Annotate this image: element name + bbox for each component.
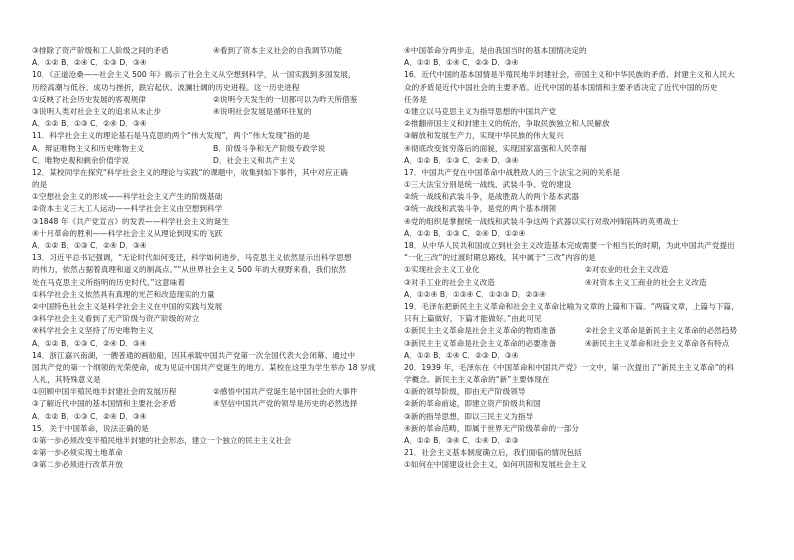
text-line: ①第一步必须改变半殖民地半封建的社会形态，建立一个独立的民主主义社会 bbox=[32, 436, 292, 445]
text-line: 16．近代中国的基本国情是半殖民地半封建社会，帝国主义和中华民族的矛盾、封建主义和人民大 bbox=[404, 70, 735, 80]
text-line: 19．毛泽东把新民主主义革命和社会主义革命比喻为文章的上篇和下篇。“两篇文章，上篇与下篇， bbox=[404, 301, 739, 311]
text-line: ④十月革命的胜利——科学社会主义从理论到现实的飞跃 bbox=[32, 228, 223, 238]
text-line: 处在马克思主义所指明的历史时代。”这意味着 bbox=[32, 277, 186, 287]
text-line: A．①② B．①③ C．②④ D．③④ bbox=[32, 338, 147, 348]
text-line-options bbox=[32, 106, 394, 118]
text-line: ①科学社会主义依然具有真理的光芒和改造现实的力量 bbox=[32, 289, 215, 299]
text-line: 14．浙江嘉兴南湖，一艘普通的画舫船，因其承载中国共产党第一次全国代表大会闭幕、通过中 bbox=[32, 350, 356, 360]
text-line: 只有上篇做好，下篇才能做好。”由此可见 bbox=[404, 314, 542, 324]
text-line: 人礼，其特殊意义是 bbox=[32, 375, 101, 385]
text-line: 众的矛盾是近代中国社会的主要矛盾。近代中国的基本国情和主要矛盾决定了近代中国的历史 bbox=[404, 82, 718, 92]
text-line: ④科学社会主义坚持了历史唯物主义 bbox=[32, 326, 154, 336]
text-line-options bbox=[32, 398, 394, 410]
option-cell: C．唯物史观和剩余价值学说 bbox=[32, 155, 130, 165]
right-column bbox=[404, 45, 766, 472]
text-line: 学概念。新民主主义革命的“新”主要体现在 bbox=[404, 375, 550, 385]
option-cell: ③对手工业的社会主义改造 bbox=[404, 277, 495, 287]
text-line: A．①② B．①④ C．②③ D．③④ bbox=[404, 58, 519, 68]
text-line-options bbox=[404, 264, 766, 276]
text-line: 11．科学社会主义的理论基石是马克思的两个“伟大发现”，两个“伟大发现”指的是 bbox=[32, 131, 310, 141]
text-line: A．①② B．②④ C．①③ D．③④ bbox=[32, 58, 147, 68]
option-cell: A．辩证唯物主义和历史唯物主义 bbox=[32, 143, 145, 153]
option-cell: ④坚信中国共产党的领导是历史的必然选择 bbox=[213, 399, 358, 409]
option-cell: ④说明社会发展是循环往复的 bbox=[213, 106, 312, 116]
option-cell: ①回顾中国半殖民地半封建社会的发展历程 bbox=[32, 387, 177, 397]
text-line: ④党的组织是掌握统一战线和武装斗争这两个武器以实行对敌冲锋陷阵的英勇战士 bbox=[404, 216, 679, 226]
text-line: A．①② B．①③ C．②④ D．③④ bbox=[32, 241, 147, 250]
option-cell: D．社会主义和共产主义 bbox=[213, 155, 296, 165]
text-line-options bbox=[32, 386, 394, 398]
text-line: ④中国革命分两步走，是由我国当时的基本国情决定的 bbox=[404, 46, 587, 55]
text-line: A．①② B．①③ C．②④ D．①②④ bbox=[404, 228, 526, 238]
option-cell: ③说明人类对社会主义的追求从未止步 bbox=[32, 106, 162, 116]
text-line-options bbox=[404, 277, 766, 289]
option-cell: ①新民主主义革命是社会主义革命的物质准备 bbox=[404, 326, 557, 336]
option-cell: ②感悟中国共产党诞生是中国社会的大事件 bbox=[213, 387, 358, 397]
text-line: ③科学社会主义看到了无产阶级与资产阶级的对立 bbox=[32, 314, 200, 324]
text-line: 的伟力，依然占据着真理和道义的制高点。”“从世界社会主义 500 年的大视野来看，我们依然 bbox=[32, 265, 347, 275]
text-line: ③第二步必须进行改革开放 bbox=[32, 460, 123, 470]
text-line: ③解放和发展生产力，实现中华民族的伟大复兴 bbox=[404, 131, 564, 141]
text-line: ②推翻帝国主义和封建主义的统治，争取民族独立和人民解放 bbox=[404, 119, 610, 129]
text-line: 21．社会主义基本制度确立后，我们面临的情况包括 bbox=[404, 448, 582, 458]
text-line: ①新的领导阶级，即由无产阶级领导 bbox=[404, 387, 526, 397]
text-line: A．①②④ B．①③④ C．①②③ D．②③④ bbox=[404, 289, 547, 299]
text-line-options bbox=[32, 45, 394, 57]
text-line: 10．《正道沧桑——社会主义 500 年》揭示了社会主义从空想到科学，从一国实践到多国发展， bbox=[32, 70, 356, 80]
option-cell: ③排除了资产阶级和工人阶级之间的矛盾 bbox=[32, 46, 169, 55]
text-line: ①建立以马克思主义为指导思想的中国共产党 bbox=[404, 106, 557, 116]
left-column bbox=[32, 45, 394, 472]
text-line: ②新的革命前途，即建立资产阶级共和国 bbox=[404, 399, 541, 409]
text-line: ④新的革命范畴，即属于世界无产阶级革命的一部分 bbox=[404, 423, 580, 433]
text-line: 20．1939 年，毛泽东在《中国革命和中国共产党》一文中，第一次提出了“新民主主义革命”的科 bbox=[404, 362, 735, 372]
option-cell: ②说明今天发生的一切都可以为昨天所借鉴 bbox=[213, 94, 358, 104]
text-line: ④彻底改变贫穷落后的面貌，实现国家富强和人民幸福 bbox=[404, 143, 587, 153]
text-line: 15．关于中国革命，说法正确的是 bbox=[32, 423, 149, 433]
text-line-options bbox=[404, 338, 766, 350]
option-cell: ①反映了社会历史发展的客观规律 bbox=[32, 94, 146, 104]
text-line: ①如何在中国建设社会主义，如何巩固和发展社会主义 bbox=[404, 460, 587, 470]
text-line: ②第一步必须实现土地革命 bbox=[32, 448, 123, 458]
text-line: ②统一战线和武装斗争，是战胜敌人的两个基本武器 bbox=[404, 192, 580, 202]
text-line: 17．中国共产党在中国革命中战胜敌人的三个法宝之间的关系是 bbox=[404, 167, 621, 177]
text-line-options bbox=[32, 94, 394, 106]
option-cell: B．阶级斗争和无产阶级专政学说 bbox=[213, 143, 326, 153]
text-line: A．①② B．①④ C．②③ D．③④ bbox=[404, 350, 519, 360]
text-line: 的是 bbox=[32, 180, 48, 190]
text-line: 历经高潮与低谷、成功与挫折，跌宕起伏、波澜壮阔的历史进程。这一历史进程 bbox=[32, 82, 300, 92]
text-line: 国共产党的第一个纲领的光荣使命，成为见证中国共产党诞生的地方。某校在这里为学生举办 18 岁成 bbox=[32, 362, 376, 372]
text-line-options bbox=[404, 325, 766, 337]
text-line: ③新的指导思想，即以三民主义为指导 bbox=[404, 411, 534, 421]
option-cell: ④新民主主义革命和社会主义革命各有特点 bbox=[585, 338, 730, 348]
option-cell: ③了解近代中国的基本国情和主要社会矛盾 bbox=[32, 399, 177, 409]
option-cell: ④对资本主义工商业的社会主义改造 bbox=[585, 277, 707, 287]
text-line: A．①② B．①③ C．②④ D．③④ bbox=[32, 119, 147, 129]
text-line: A．①② B．③④ C．①④ D．②③ bbox=[404, 436, 519, 445]
text-line: ③1848 年《共产党宣言》的发表——科学社会主义的诞生 bbox=[32, 216, 230, 226]
text-line: ③统一战线和武装斗争，是党的两个基本纲领 bbox=[404, 204, 557, 214]
option-cell: ①实现社会主义工业化 bbox=[404, 265, 480, 275]
text-line: ②中国特色社会主义是科学社会主义在中国的实践与发展 bbox=[32, 301, 223, 311]
text-line: 13．习近平总书记强调，“无论时代如何变迁，科学如何进步，马克思主义依然显示出科学思想 bbox=[32, 253, 352, 263]
text-line-options bbox=[32, 155, 394, 167]
text-line: A．①② B．①③ C．②④ D．③④ bbox=[404, 155, 519, 165]
option-cell: ④看到了资本主义社会的自我调节功能 bbox=[213, 46, 343, 55]
text-line-options bbox=[32, 143, 394, 155]
text-line: 任务是 bbox=[404, 94, 427, 104]
option-cell: ③新民主主义革命是社会主义革命的必要准备 bbox=[404, 338, 557, 348]
text-line: 18．从中华人民共和国成立到社会主义改造基本完成需要一个相当长的时期，为此中国共产党提出 bbox=[404, 241, 735, 250]
option-cell: ②对农业的社会主义改造 bbox=[585, 265, 669, 275]
text-line: ①空想社会主义的形成——科学社会主义产生的阶级基础 bbox=[32, 192, 223, 202]
text-line: ①三大法宝分别是统一战线、武装斗争、党的建设 bbox=[404, 180, 572, 190]
text-line: ②资本主义三大工人运动——科学社会主义由空想到科学 bbox=[32, 204, 223, 214]
text-line: 12．某校同学在探究“科学社会主义的理论与实践”的课题中，收集到如下事件，其中对应正确 bbox=[32, 167, 348, 177]
text-line: “一化三改”的过渡时期总路线，其中属于“三改”内容的是 bbox=[404, 253, 596, 263]
option-cell: ②社会主义革命是新民主主义革命的必然趋势 bbox=[585, 326, 738, 336]
text-line: A．①② B．①③ C．②④ D．③④ bbox=[32, 411, 147, 421]
